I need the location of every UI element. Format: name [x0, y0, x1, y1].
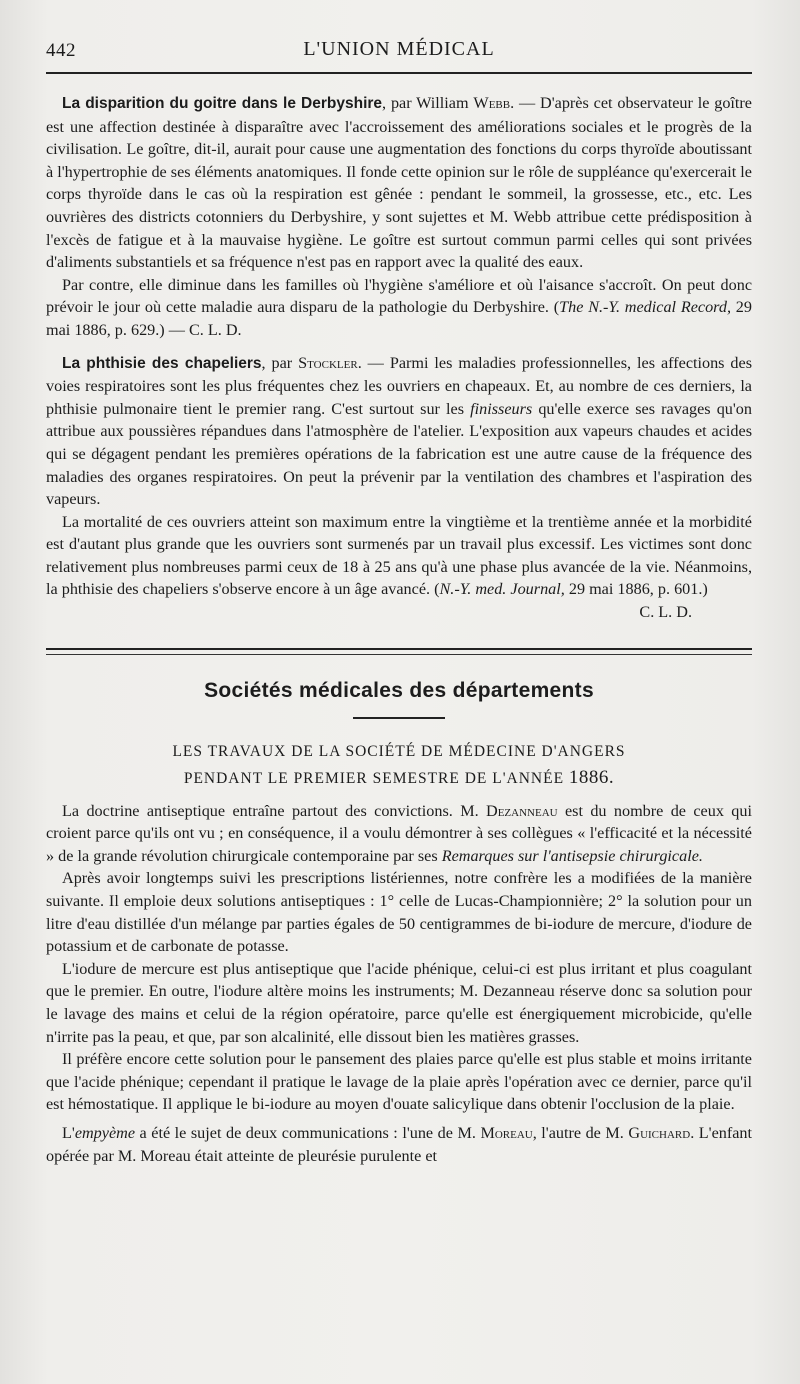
- article-goitre-paragraph-2: Par contre, elle diminue dans les familles où l'hygiène s'améliore et où l'aisance s'accroît. On peut donc prévoir le jour où cette maladie aura disparu de la pathologie du Derbyshire. (The N.-Y. medical Record, 29 mai 1886, p. 629.) — C. L. D.: [46, 275, 752, 339]
- body-paragraph-2: Après avoir longtemps suivi les prescriptions listériennes, notre confrère les a modifiées de la manière suivante. Il emploie deux solutions antiseptiques : 1° celle de Lucas-Championnière; 2° la solution pour un litre d'eau distillée d'un mélange par parties égales de 50 centigrammes de bi-iodure de mercure, d'iodure de potassium et de carbonate de potasse.: [46, 869, 752, 956]
- body-paragraph-3: L'iodure de mercure est plus antiseptique que l'acide phénique, celui-ci est plus irritant et plus coagulant que le premier. En outre, l'iodure altère moins les instruments; M. Dezanneau réserve donc sa solution pour le lavage des mains et celui de la région opératoire, parce qu'elle est énergiquement microbicide, qu'elle n'irrite pas la peau, et que, par son alcalinité, elle dissout bien les matières grasses.: [46, 959, 752, 1046]
- section-divider: [46, 648, 752, 655]
- article-phthisie-paragraph-1: La phthisie des chapeliers, par Stockler. — Parmi les maladies professionnelles, les affections des voies respiratoires sont les plus fréquentes chez les ouvriers en chapeaux. Et, au nombre de ces derniers, la phthisie pulmonaire tient le premier rang. C'est surtout sur les finisseurs qu'elle exerce ses ravages qu'on attribue aux poussières répandues dans l'atmosphère de l'atelier. L'exposition aux vapeurs chaudes et acides qui se dégagent pendant les premières opérations de la fabrication est une autre cause de la fréquence des maladies des organes respiratoires. On peut la prévenir par la ventilation des chambres et l'aspiration des vapeurs.: [46, 353, 753, 509]
- page-number: 442: [46, 40, 76, 61]
- article-goitre-author: Webb: [473, 94, 511, 112]
- article-phthisie-title: La phthisie des chapeliers: [62, 354, 262, 372]
- article-phthisie-author: Stockler: [298, 353, 358, 372]
- section-subtitle-line-1: LES TRAVAUX DE LA SOCIÉTÉ DE MÉDECINE D'ANGERS: [172, 742, 626, 760]
- article-phthisie-source: N.-Y. med. Journal,: [439, 580, 565, 599]
- section-title: Sociétés médicales des départements: [204, 678, 594, 702]
- section-subtitle-year: 1886.: [568, 766, 615, 788]
- page-header: [46, 0, 752, 74]
- article-goitre-title: La disparition du goitre dans le Derbyshire: [62, 95, 383, 112]
- section-subtitle-line-2: PENDANT LE PREMIER SEMESTRE DE L'ANNÉE 1886.: [183, 766, 615, 788]
- section-title-rule: [353, 717, 445, 719]
- article-phthisie-signature: C. L. D.: [639, 603, 692, 622]
- body-paragraph-1: La doctrine antiseptique entraîne partout des convictions. M. Dezanneau est du nombre de ceux qui croient parce qu'ils ont vu ; en conséquence, il a voulu démontrer à ses collègues « l'efficacité et la nécessité » de la grande révolution chirurgicale contemporaine par ses Remarques sur l'antisepsie chirurgicale.: [46, 801, 752, 865]
- journal-title: L'UNION MÉDICAL: [303, 38, 495, 60]
- page-content: [46, 92, 752, 1167]
- article-goitre-source: The N.-Y. medical Record,: [559, 298, 732, 317]
- header-rule: [46, 72, 752, 74]
- article-goitre-paragraph-1: La disparition du goitre dans le Derbyshire, par William Webb. — D'après cet observateur le goître est une affection destinée à disparaître avec l'accroissement des améliorations sociales et le progrès de la civilisation. Le goître, dit-il, aurait pour cause une augmentation des fonctions du corps thyroïde aboutissant à l'hypertrophie de ses éléments anatomiques. Il fonde cette opinion sur le rôle de suppléance qu'exercerait le corps thyroïde dans le cas où la respiration est gênée : pendant le sommeil, la grossesse, etc., etc. Les ouvrières des districts cotonniers du Derbyshire, y sont sujettes et M. Webb attribue cette prédisposition à l'excès de fatigue et à la mauvaise hygiène. Le goître est surtout commun parmi celles qui sont privées d'aliments substantiels et sa fréquence n'est pas en rapport avec la qualité des eaux.: [46, 94, 752, 272]
- article-phthisie-paragraph-2: La mortalité de ces ouvriers atteint son maximum entre la vingtième et la trentième année et la morbidité est d'autant plus grande que les ouvriers sont surmenés par un travail plus excessif. Les victimes sont donc relativement plus nombreuses parmi ceux de 18 à 25 ans qu'à une phase plus avancée de la vie. Néanmoins, la phthisie des chapeliers s'observe encore à un âge avancé. (N.-Y. med. Journal, 29 mai 1886, p. 601.): [46, 512, 752, 599]
- body-paragraph-4: Il préfère encore cette solution pour le pansement des plaies parce qu'elle est plus stable et moins irritante que l'acide phénique; cependant il pratique le lavage de la plaie après l'opération avec ce dernier, parce qu'il est hémostatique. Il applique le bi-iodure au moyen d'ouate salicylique dans obtenir l'occlusion de la plaie.: [46, 1050, 752, 1114]
- body-paragraph-5: L'empyème a été le sujet de deux communications : l'une de M. Moreau, l'autre de M. Guichard. L'enfant opérée par M. Moreau était atteinte de pleurésie purulente et: [46, 1123, 753, 1165]
